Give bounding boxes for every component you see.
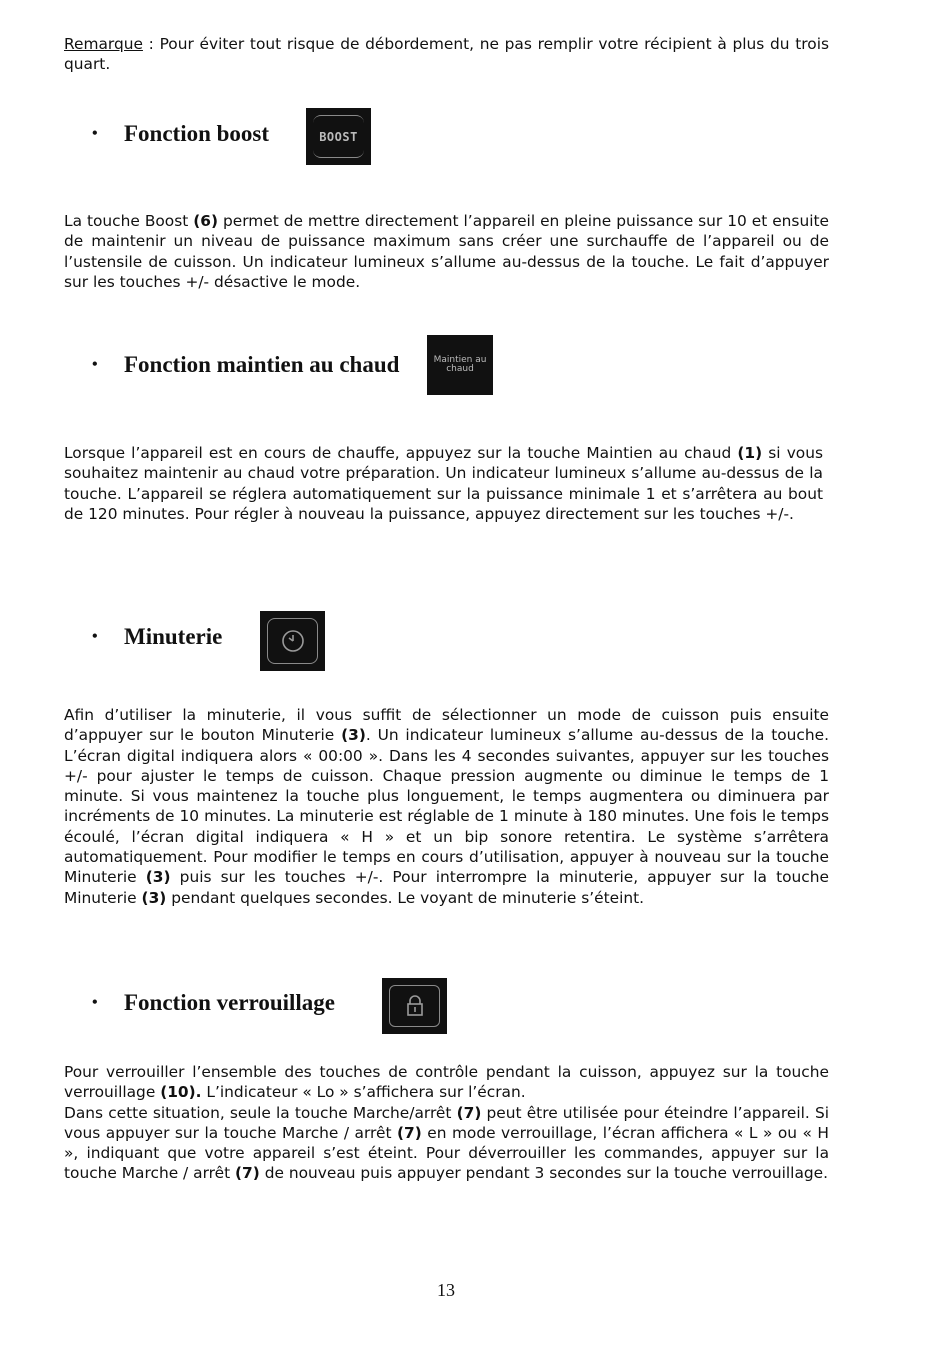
section-title: Fonction boost (124, 121, 270, 146)
bullet-icon: • (92, 628, 98, 645)
paragraph-text: permet de mettre directement l’appareil en pleine puissance sur 10 et ensuite de maintenir un niveau de puissance maximum sans créer une surchauffe de l’appareil ou de l’ustensile de cuisson. Un indicateur lumineux s’allume au-dessus de la touche. Le fait d’appuyer sur les touches +/- désactive le mode. (64, 212, 829, 291)
keep-warm-icon (427, 335, 493, 395)
paragraph-text: Pour verrouiller l’ensemble des touches de contrôle pendant la cuisson, appuyez sur la touche verrouillage (64, 1063, 829, 1102)
bullet-icon: • (92, 994, 98, 1011)
paragraph-text: si vous souhaitez maintenir au chaud votre préparation. Un indicateur lumineux s’allume au-dessus de la touche. L’appareil se réglera automatiquement sur la puissance minimale 1 et s’arrêtera au bout de 120 minutes. Pour régler à nouveau la puissance, appuyez directement sur les touches +/-. (64, 444, 823, 523)
paragraph-text: . Un indicateur lumineux s’allume au-dessus de la touche. L’écran digital indiquera alors « 00:00 ». Dans les 4 secondes suivantes, appuyer sur les touches +/- pour ajuster le temps de cuisson. Chaque pression augmente ou diminue le temps de 1 minute. Si vous maintenez la touche plus longuement, le temps augmentera ou diminuera par incréments de 10 minutes. La minuterie est réglable de 1 minute à 180 minutes. Une fois le temps écoulé, l’écran digital indiquera « H » et un bip sonore retentira. Le système s’arrêtera automatiquement. Pour modifier le temps en cours d’utilisation, appuyer à nouveau sur la touche Minuterie (64, 726, 829, 887)
boost-paragraph (64, 211, 829, 292)
paragraph-text: en mode verrouillage, l’écran affichera « L » ou « H », indiquant que votre appareil s’est éteint. Pour déverrouiller les commandes, appuyer sur la touche Marche / arrêt (64, 1123, 829, 1183)
paragraph-text: pendant quelques secondes. Le voyant de minuterie s’éteint. (166, 888, 645, 907)
padlock-icon (405, 994, 425, 1018)
bullet-icon: • (92, 356, 98, 373)
heading-lock (92, 990, 335, 1016)
page-number: 13 (437, 1280, 455, 1300)
paragraph-text: de nouveau puis appuyer pendant 3 secondes sur la touche verrouillage. (259, 1164, 829, 1183)
timer-clock-icon (260, 611, 325, 671)
paragraph-text: Dans cette situation, seule la touche Marche/arrêt (64, 1103, 457, 1122)
reference-number: (1) (737, 444, 763, 462)
boost-icon (306, 108, 371, 165)
boost-icon-label: BOOST (313, 115, 364, 158)
heading-keep-warm (92, 352, 399, 378)
lock-icon (382, 978, 447, 1034)
remark-label: Remarque (64, 35, 143, 53)
reference-number: (10). (160, 1083, 202, 1102)
reference-number: (6) (193, 212, 218, 230)
paragraph-text: Lorsque l’appareil est en cours de chauffe, appuyez sur la touche Maintien au chaud (64, 444, 738, 462)
reference-number: (3) (145, 868, 171, 887)
bullet-icon: • (92, 125, 98, 142)
section-title: Minuterie (124, 624, 223, 649)
timer-frame (267, 618, 318, 664)
clock-icon (280, 628, 306, 654)
reference-number: (7) (456, 1103, 482, 1122)
remark-text: : Pour éviter tout risque de débordement, ne pas remplir votre récipient à plus du trois quart. (64, 35, 829, 74)
paragraph-text: La touche Boost (64, 212, 194, 230)
section-title: Fonction verrouillage (124, 990, 336, 1015)
reference-number: (7) (396, 1123, 422, 1142)
heading-timer (92, 624, 222, 650)
paragraph-text: Afin d’utiliser la minuterie, il vous suffit de sélectionner un mode de cuisson puis ensuite d’appuyer sur le bouton Minuterie (64, 706, 829, 745)
keep-warm-paragraph (64, 443, 823, 524)
lock-paragraph (64, 1062, 829, 1184)
paragraph-text: L’indicateur « Lo » s’affichera sur l’écran. (201, 1083, 526, 1102)
reference-number: (7) (235, 1164, 260, 1183)
paragraph-text: puis sur les touches +/-. Pour interrompre la minuterie, appuyer sur la touche Minuterie (64, 868, 829, 907)
keep-warm-icon-label: Maintien au chaud (433, 355, 487, 374)
paragraph-text: peut être utilisée pour éteindre l’appareil. Si vous appuyer sur la touche Marche / arrêt (64, 1103, 829, 1142)
reference-number: (3) (141, 888, 167, 907)
reference-number: (3) (341, 726, 366, 745)
section-title: Fonction maintien au chaud (124, 352, 400, 377)
remark-paragraph (64, 34, 829, 75)
heading-boost (92, 121, 269, 147)
lock-frame (389, 985, 440, 1027)
timer-paragraph (64, 705, 829, 908)
